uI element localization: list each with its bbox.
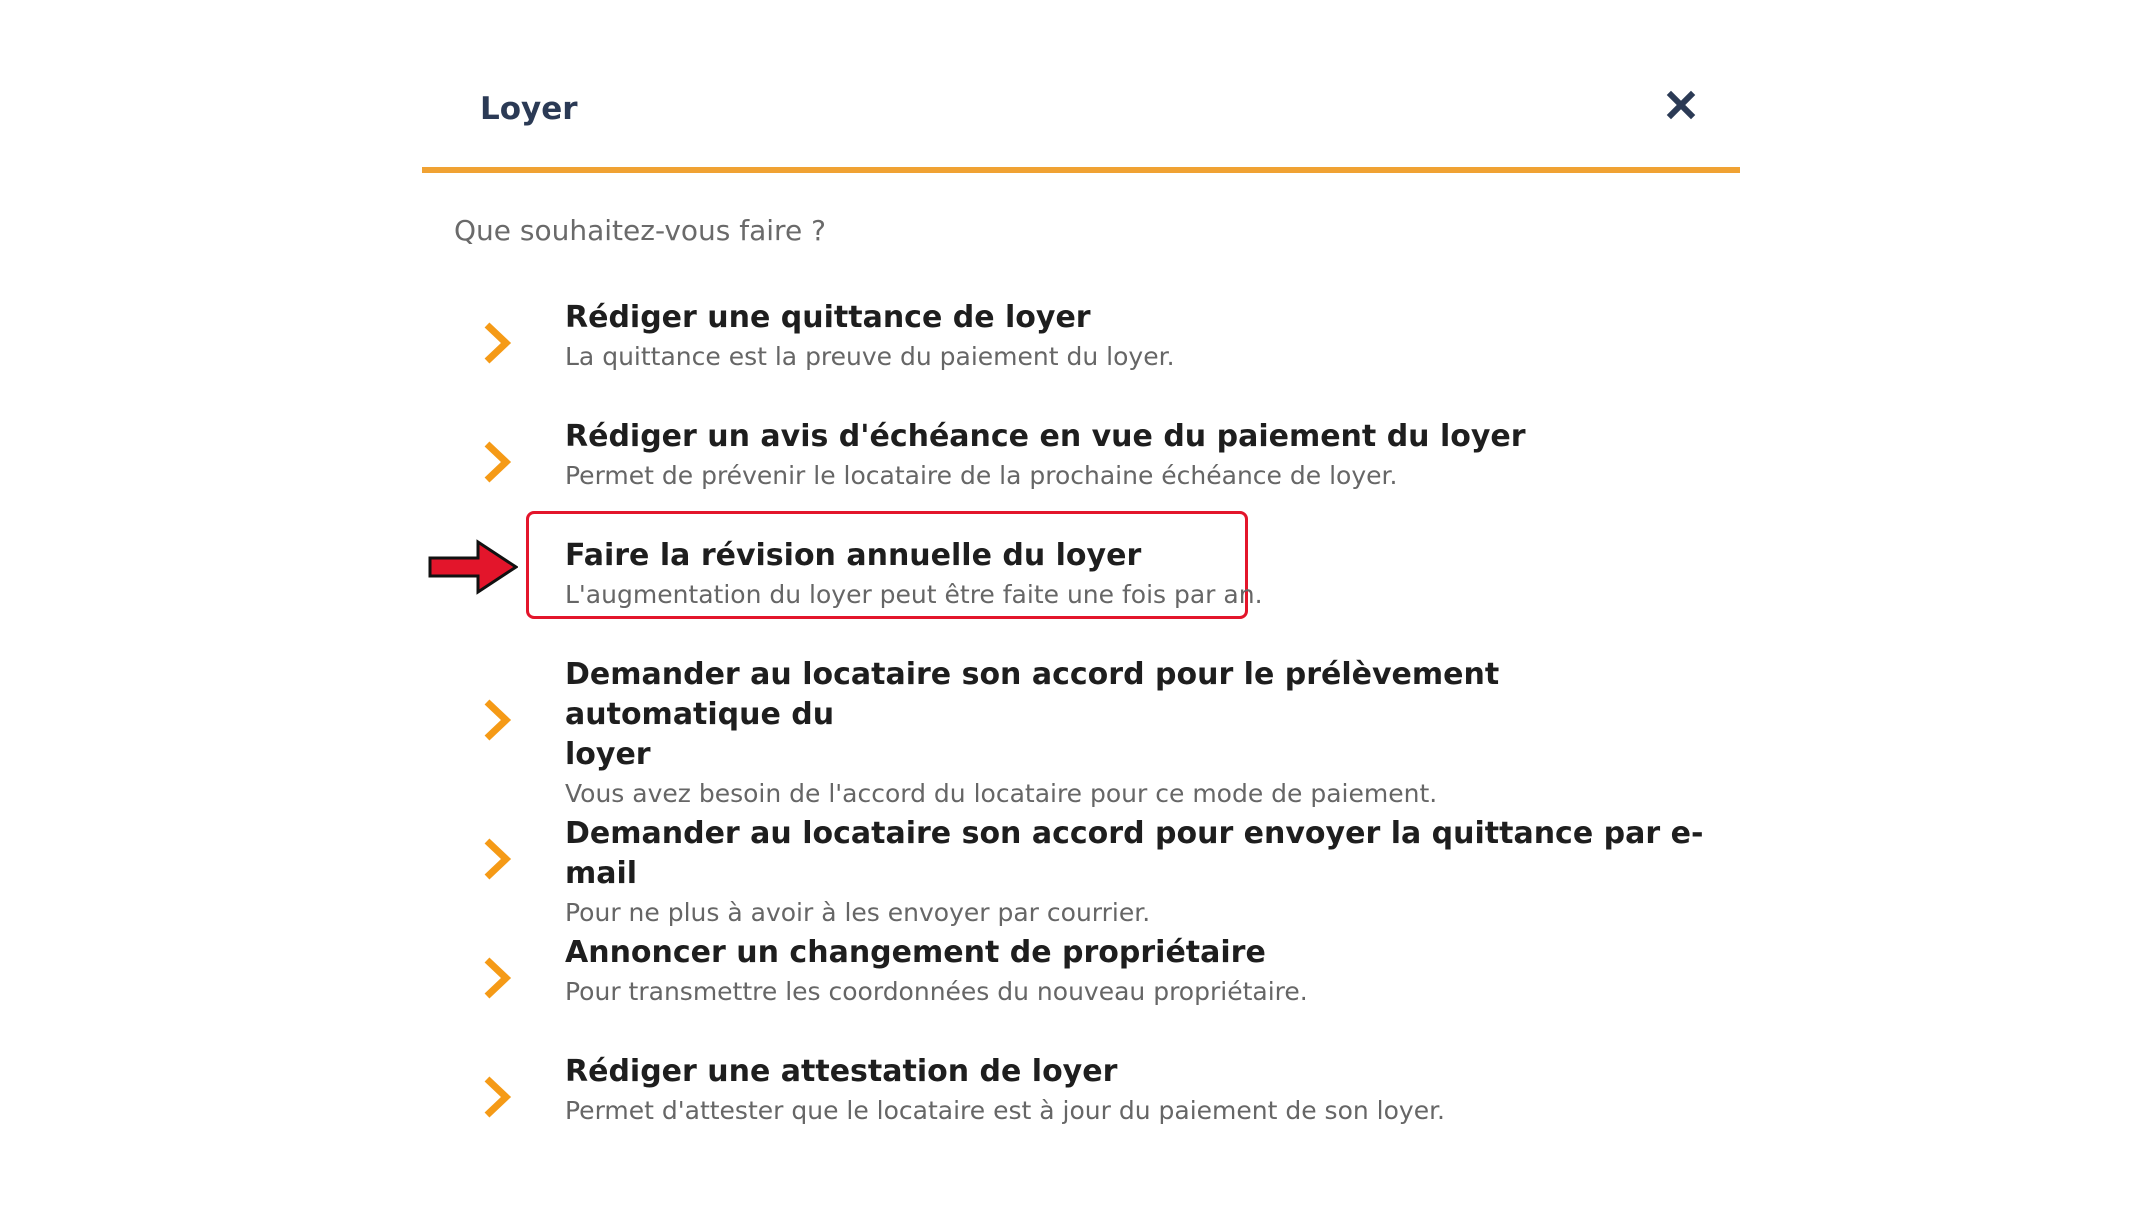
- option-changement-proprietaire[interactable]: [480, 925, 1720, 1015]
- loyer-dialog: [422, 50, 1740, 1170]
- option-description: Vous avez besoin de l'accord du locataire pour ce mode de paiement.: [565, 779, 1438, 808]
- option-title: Rédiger une quittance de loyer: [565, 300, 1091, 335]
- chevron-right-icon: [480, 836, 514, 882]
- option-title: Annoncer un changement de propriétaire: [565, 935, 1266, 970]
- option-quittance-email[interactable]: [480, 806, 1720, 927]
- option-attestation-loyer[interactable]: [480, 1044, 1720, 1134]
- option-title: Faire la révision annuelle du loyer: [565, 538, 1142, 573]
- dialog-prompt: Que souhaitez-vous faire ?: [454, 214, 826, 247]
- option-description: Permet de prévenir le locataire de la prochaine échéance de loyer.: [565, 461, 1398, 490]
- option-title: Demander au locataire son accord pour envoyer la quittance par e-mail: [565, 816, 1704, 891]
- dialog-title: Loyer: [480, 91, 578, 127]
- chevron-right-icon: [480, 697, 514, 743]
- option-description: Permet d'attester que le locataire est à jour du paiement de son loyer.: [565, 1096, 1446, 1125]
- chevron-right-icon: [480, 320, 514, 366]
- header-divider: [422, 167, 1740, 173]
- chevron-right-icon: [480, 955, 514, 1001]
- option-description: L'augmentation du loyer peut être faite une fois par an.: [565, 580, 1263, 609]
- option-prelevement-automatique[interactable]: [480, 647, 1720, 808]
- option-description: La quittance est la preuve du paiement du loyer.: [565, 342, 1175, 371]
- option-rediger-quittance[interactable]: [480, 290, 1720, 380]
- close-icon: [1660, 84, 1702, 126]
- option-avis-echeance[interactable]: [480, 409, 1720, 499]
- option-revision-annuelle[interactable]: [480, 528, 1720, 618]
- option-title-line-2: loyer: [565, 737, 651, 772]
- chevron-right-icon: [480, 439, 514, 485]
- option-description: Pour ne plus à avoir à les envoyer par courrier.: [565, 898, 1151, 927]
- option-title-line-1: Demander au locataire son accord pour le prélèvement automatique du: [565, 657, 1500, 732]
- dialog-header: [422, 50, 1740, 170]
- chevron-right-icon: [480, 1074, 514, 1120]
- option-title: Rédiger un avis d'échéance en vue du paiement du loyer: [565, 419, 1526, 454]
- option-description: Pour transmettre les coordonnées du nouveau propriétaire.: [565, 977, 1308, 1006]
- close-button[interactable]: [1660, 84, 1702, 126]
- option-title: Rédiger une attestation de loyer: [565, 1054, 1118, 1089]
